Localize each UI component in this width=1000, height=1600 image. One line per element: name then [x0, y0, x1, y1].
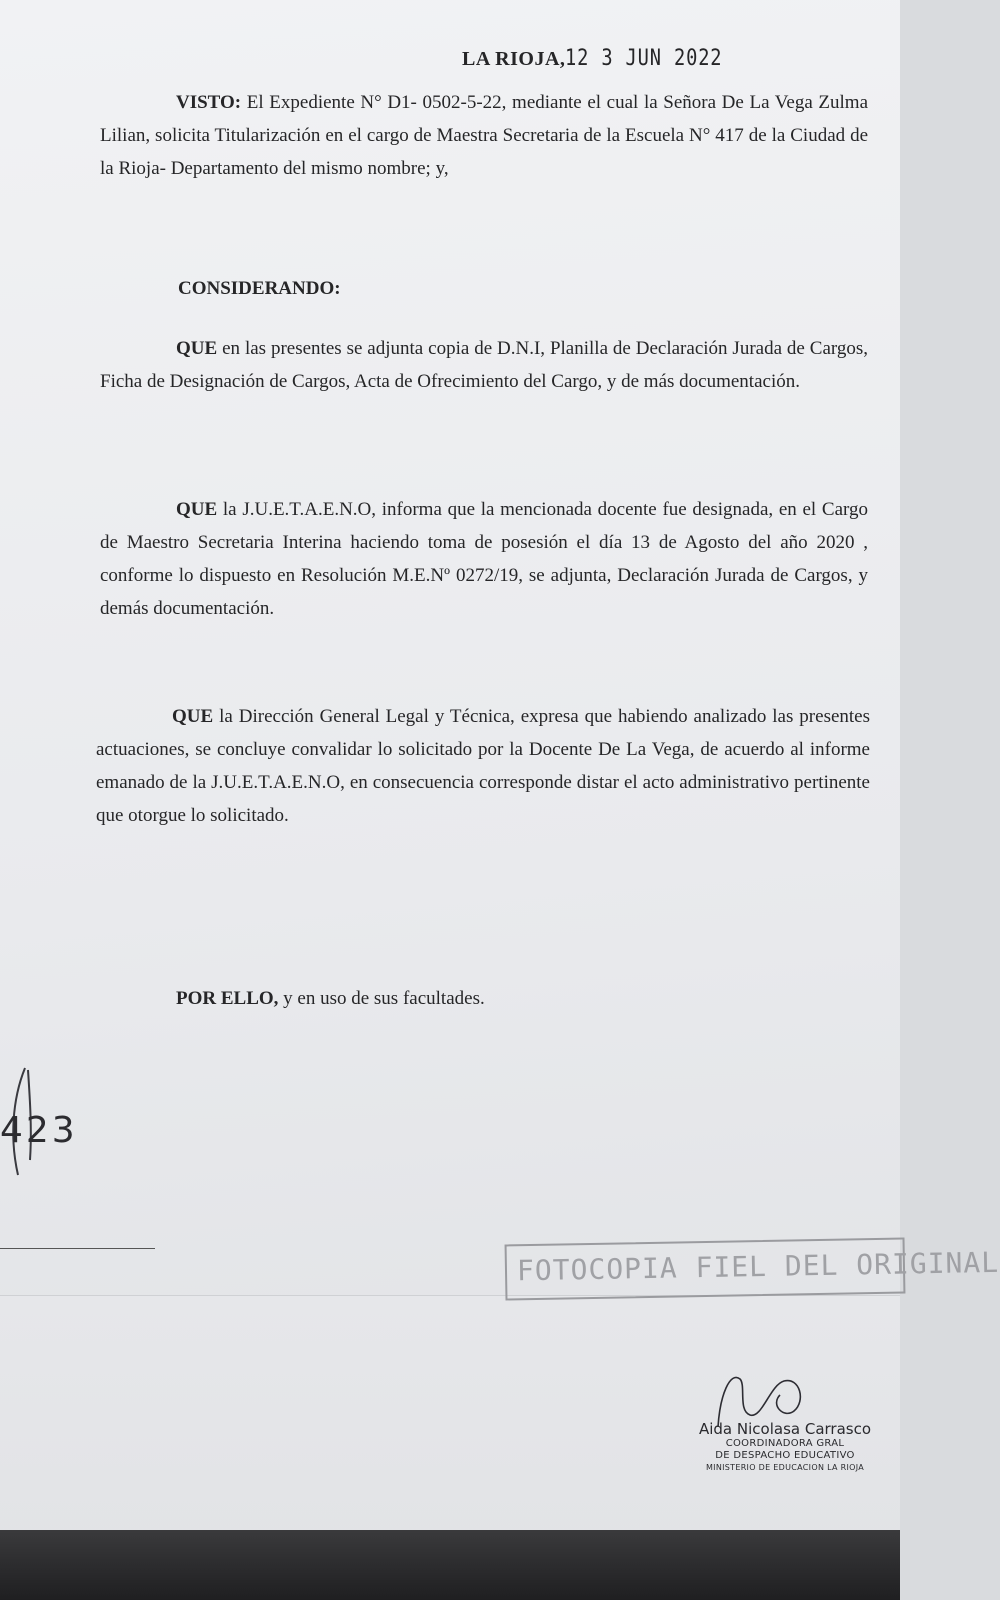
que-text-2: la J.U.E.T.A.E.N.O, informa que la mencionada docente fue designada, en el Cargo de Maestro Secretaria Interina haciendo toma de posesión el día 13 de Agosto del año 2020 , conforme lo dispuesto en Resolución M.E.Nº 0272/19, se adjunta, Declaración Jurada de Cargos, y demás documentación. [100, 499, 869, 619]
que-label-2: QUE [176, 499, 218, 520]
por-ello-label: POR ELLO, [176, 988, 279, 1009]
signature-block [670, 1420, 900, 1474]
date-stamp: 12 3 JUN 2022 [565, 46, 723, 71]
fotocopia-stamp: FOTOCOPIA FIEL DEL ORIGINAL [505, 1238, 906, 1301]
que-text-1: en las presentes se adjunta copia de D.N.I, Planilla de Declaración Jurada de Cargos, Ficha de Designación de Cargos, Acta de Ofrecimiento del Cargo, y de más documentación. [100, 338, 869, 392]
signatory-name: Aida Nicolasa Carrasco [698, 1420, 872, 1438]
que-paragraph-3 [96, 700, 870, 832]
que-paragraph-1 [100, 332, 868, 398]
place-label: LA RIOJA, [462, 48, 566, 70]
que-text-3: la Dirección General Legal y Técnica, expresa que habiendo analizado las presentes actuaciones, se concluye convalidar lo solicitado por la Docente De La Vega, de acuerdo al informe emanado de la J.U.E.T.A.E.N.O, en consecuencia corresponde distar el acto administrativo pertinente que otorgue lo solicitado. [96, 706, 871, 826]
que-label-1: QUE [176, 338, 218, 359]
visto-label: VISTO: [176, 92, 242, 113]
handwritten-number: 423 [0, 1110, 78, 1151]
por-ello-text: y en uso de sus facultades. [283, 988, 485, 1009]
por-ello-paragraph [100, 982, 868, 1015]
date-line [462, 46, 751, 71]
signatory-title-1: COORDINADORA GRAL [725, 1438, 845, 1449]
visto-text: El Expediente N° D1- 0502-5-22, mediante el cual la Señora De La Vega Zulma Lilian, solicita Titularización en el cargo de Maestra Secretaria de la Escuela N° 417 de la Ciudad de la Rioja- Departamento del mismo nombre; y, [100, 92, 869, 179]
photo-background-edge [0, 1530, 900, 1600]
underline-mark [0, 1248, 155, 1249]
signatory-title-3: MINISTERIO DE EDUCACION LA RIOJA [705, 1463, 865, 1472]
que-label-3: QUE [172, 706, 214, 727]
visto-paragraph [100, 86, 868, 185]
que-paragraph-2 [100, 493, 868, 625]
considerando-heading: CONSIDERANDO: [178, 278, 341, 299]
signatory-title-2: DE DESPACHO EDUCATIVO [715, 1450, 855, 1461]
